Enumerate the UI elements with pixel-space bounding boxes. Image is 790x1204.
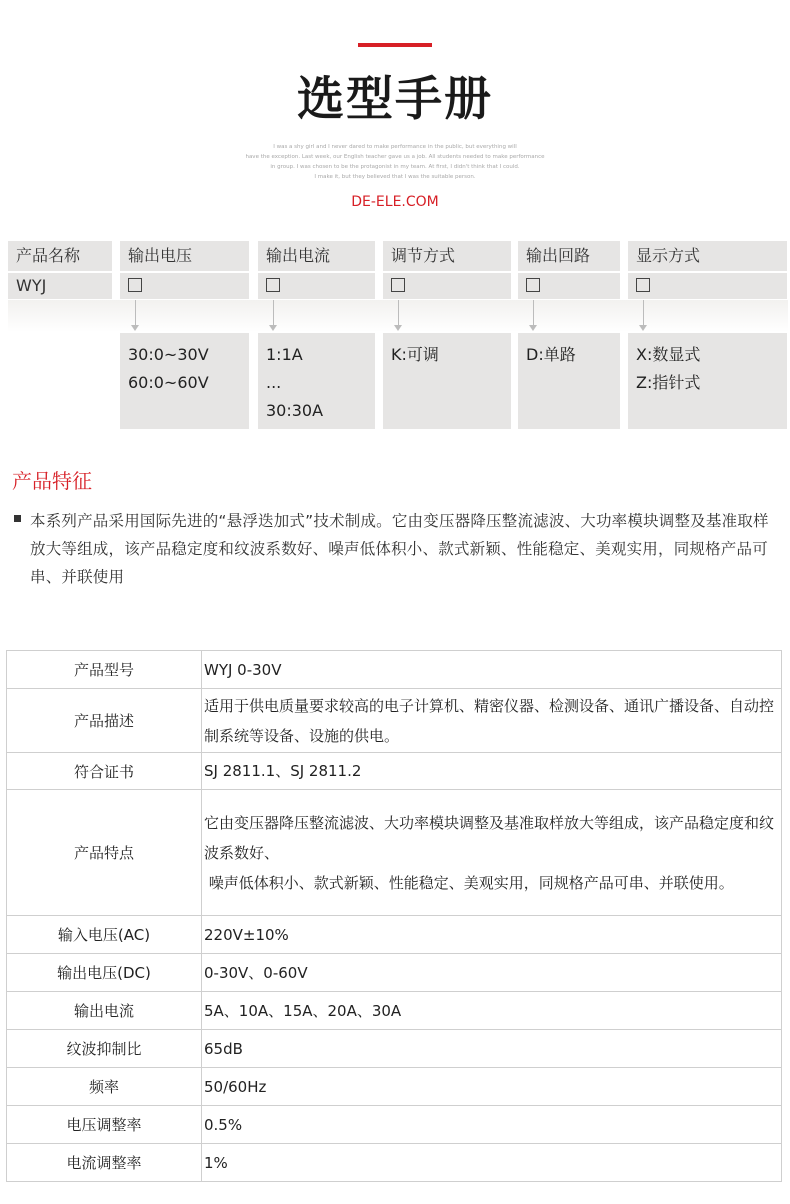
option-item: Z:指针式 bbox=[636, 373, 701, 392]
table-row bbox=[7, 1144, 782, 1182]
option-item: 1:1A bbox=[266, 345, 303, 364]
option-item: ... bbox=[266, 373, 282, 392]
table-row bbox=[7, 1068, 782, 1106]
connector-line bbox=[533, 300, 534, 326]
decorative-tagline bbox=[215, 142, 575, 182]
spec-label: 频率 bbox=[7, 1068, 202, 1106]
option-item: D:单路 bbox=[526, 345, 576, 364]
spec-value-line: WYJ 0-30V bbox=[204, 660, 282, 679]
checkbox-placeholder-icon bbox=[128, 278, 142, 292]
table-row bbox=[7, 790, 782, 916]
option-item: 60:0~60V bbox=[128, 373, 209, 392]
checkbox-placeholder-icon bbox=[266, 278, 280, 292]
tagline-line: I make it, but they believed that I was the suitable person. bbox=[314, 174, 476, 180]
spec-value bbox=[202, 954, 782, 992]
selector-header-product-name: 产品名称 bbox=[8, 241, 112, 271]
connector-line bbox=[273, 300, 274, 326]
spec-value-line: 适用于供电质量要求较高的电子计算机、精密仪器、检测设备、通讯广播设备、自动控制系统等设备、设施的供电。 bbox=[204, 696, 775, 745]
spec-value bbox=[202, 1068, 782, 1106]
spec-label: 纹波抑制比 bbox=[7, 1030, 202, 1068]
options-output-circuit bbox=[518, 333, 620, 429]
options-adjust-mode bbox=[383, 333, 511, 429]
spec-value-line: 0.5% bbox=[204, 1115, 243, 1134]
selector-header-display-mode: 显示方式 bbox=[628, 241, 787, 271]
spec-value bbox=[202, 1144, 782, 1182]
spec-label: 符合证书 bbox=[7, 753, 202, 790]
connector-line bbox=[398, 300, 399, 326]
features-title: 产品特征 bbox=[12, 469, 92, 493]
checkbox-placeholder-icon bbox=[636, 278, 650, 292]
arrow-down-icon bbox=[529, 325, 537, 331]
spec-label: 输入电压(AC) bbox=[7, 916, 202, 954]
spec-value-line: 50/60Hz bbox=[204, 1077, 267, 1096]
option-item: X:数显式 bbox=[636, 345, 701, 364]
option-item: 30:30A bbox=[266, 401, 324, 420]
spec-value-line: 220V±10% bbox=[204, 925, 289, 944]
spec-label: 输出电压(DC) bbox=[7, 954, 202, 992]
table-row bbox=[7, 753, 782, 790]
table-row bbox=[7, 916, 782, 954]
tagline-line: in group. I was chosen to be the protagonist in my team. At first, I didn't think that I could. bbox=[270, 164, 520, 170]
spec-value-line: 1% bbox=[204, 1153, 228, 1172]
table-row bbox=[7, 1106, 782, 1144]
selector-code-output-voltage bbox=[120, 273, 249, 299]
table-row bbox=[7, 954, 782, 992]
spec-label: 电流调整率 bbox=[7, 1144, 202, 1182]
selector-code-output-current bbox=[258, 273, 375, 299]
selector-header-output-current: 输出电流 bbox=[258, 241, 375, 271]
title-accent-bar bbox=[358, 43, 432, 47]
options-output-current bbox=[258, 333, 375, 429]
spec-value bbox=[202, 753, 782, 790]
spec-label: 产品描述 bbox=[7, 689, 202, 753]
spec-value-line: 65dB bbox=[204, 1039, 243, 1058]
arrow-down-icon bbox=[269, 325, 277, 331]
bullet-square-icon bbox=[14, 515, 21, 522]
spec-value bbox=[202, 1030, 782, 1068]
connector-line bbox=[135, 300, 136, 326]
checkbox-placeholder-icon bbox=[391, 278, 405, 292]
option-item: K:可调 bbox=[391, 345, 439, 364]
spec-value bbox=[202, 689, 782, 753]
table-row bbox=[7, 651, 782, 689]
tagline-line: have the exception. Last week, our English teacher gave us a job. All students needed to make performance bbox=[245, 154, 545, 160]
selector-header-output-circuit: 输出回路 bbox=[518, 241, 620, 271]
option-item: 30:0~30V bbox=[128, 345, 209, 364]
selector-header-output-voltage: 输出电压 bbox=[120, 241, 249, 271]
selector-code-display-mode bbox=[628, 273, 787, 299]
arrow-down-icon bbox=[639, 325, 647, 331]
arrow-down-icon bbox=[131, 325, 139, 331]
spec-value bbox=[202, 1106, 782, 1144]
page-title: 选型手册 bbox=[297, 72, 493, 127]
spec-value-line: 0-30V、0-60V bbox=[204, 963, 308, 982]
spec-value bbox=[202, 790, 782, 916]
arrow-down-icon bbox=[394, 325, 402, 331]
site-url: DE-ELE.COM bbox=[351, 194, 439, 210]
selector-code-adjust-mode bbox=[383, 273, 511, 299]
selector-header-adjust-mode: 调节方式 bbox=[383, 241, 511, 271]
selector-code-product: WYJ bbox=[8, 273, 112, 299]
table-row bbox=[7, 689, 782, 753]
spec-value-line: 它由变压器降压整流滤波、大功率模块调整及基准取样放大等组成，该产品稳定度和纹波系数好、 bbox=[204, 813, 775, 862]
spec-label: 产品特点 bbox=[7, 790, 202, 916]
spec-table bbox=[6, 650, 782, 1182]
table-row bbox=[7, 1030, 782, 1068]
options-display-mode bbox=[628, 333, 787, 429]
spec-value-line: 5A、10A、15A、20A、30A bbox=[204, 1001, 402, 1020]
spec-value bbox=[202, 992, 782, 1030]
spec-value bbox=[202, 916, 782, 954]
selector-code-output-circuit bbox=[518, 273, 620, 299]
connector-line bbox=[643, 300, 644, 326]
table-row bbox=[7, 992, 782, 1030]
options-output-voltage bbox=[120, 333, 249, 429]
spec-value bbox=[202, 651, 782, 689]
spec-label: 产品型号 bbox=[7, 651, 202, 689]
features-text: 本系列产品采用国际先进的“悬浮迭加式”技术制成。它由变压器降压整流滤波、大功率模块调整及基准取样放大等组成，该产品稳定度和纹波系数好、噪声低体积小、款式新颖、性能稳定、美观实用，同规格产品可串、并联使用 bbox=[30, 512, 769, 586]
spec-value-line: 噪声低体积小、款式新颖、性能稳定、美观实用，同规格产品可串、并联使用。 bbox=[204, 873, 734, 892]
checkbox-placeholder-icon bbox=[526, 278, 540, 292]
spec-value-line: SJ 2811.1、SJ 2811.2 bbox=[204, 762, 362, 780]
tagline-line: I was a shy girl and I never dared to make performance in the public, but everything will bbox=[273, 144, 517, 150]
spec-label: 输出电流 bbox=[7, 992, 202, 1030]
spec-label: 电压调整率 bbox=[7, 1106, 202, 1144]
